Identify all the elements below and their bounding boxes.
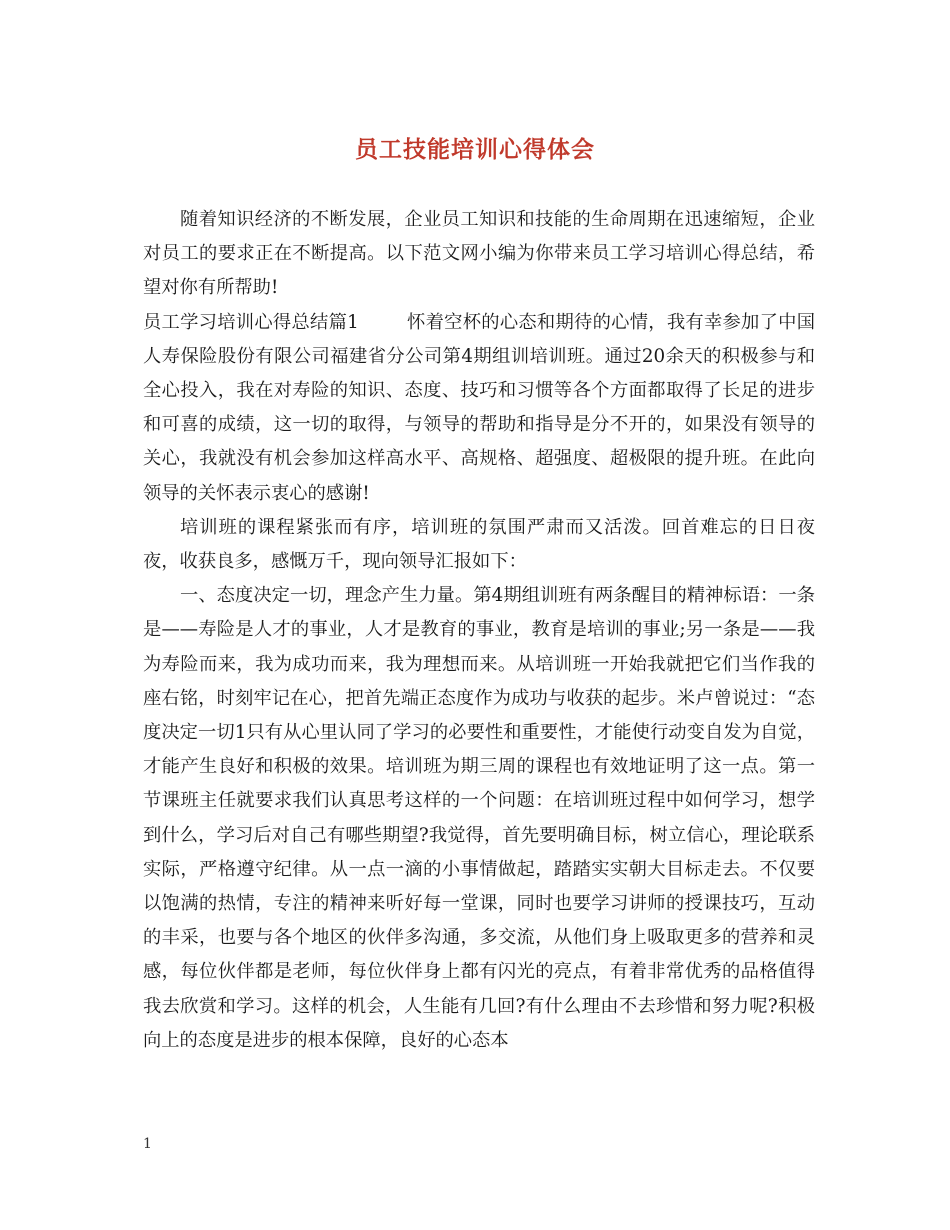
paragraph-3: 一、态度决定一切，理念产生力量。第4期组训班有两条醒目的精神标语：一条是——寿险是人才的事业，人才是教育的事业，教育是培训的事业;另一条是——我为寿险而来，我为成功而来，我为理想而来。从培训班一开始我就把它们当作我的座右铭，时刻牢记在心，把首先端正态度作为成功与收获的起步。米卢曾说过：“态度决定一切1只有从心里认同了学习的必要性和重要性，才能使行动变自发为自觉，才能产生良好和积极的效果。培训班为期三周的课程也有效地证明了这一点。第一节课班主任就要求我们认真思考这样的一个问题：在培训班过程中如何学习，想学到什么，学习后对自己有哪些期望?我觉得，首先要明确目标，树立信心，理论联系实际，严格遵守纪律。从一点一滴的小事情做起，踏踏实实朝大目标走去。不仅要以饱满的热情，专注的精神来听好每一堂课，同时也要学习讲师的授课技巧，互动的丰采，也要与各个地区的伙伴多沟通，多交流，从他们身上吸取更多的营养和灵感，每位伙伴都是老师，每位伙伴身上都有闪光的亮点，有着非常优秀的品格值得我去欣赏和学习。这样的机会，人生能有几回?有什么理由不去珍惜和努力呢?积极向上的态度是进步的根本保障，良好的心态本 <box>143 585 815 1051</box>
paragraph-2: 培训班的课程紧张而有序，培训班的氛围严肃而又活泼。回首难忘的日日夜夜，收获良多，感慨万千，现向领导汇报如下： <box>143 516 815 573</box>
page-number: 1 <box>143 1136 152 1152</box>
section-label: 员工学习培训心得总结篇1 <box>143 311 359 333</box>
document-body <box>143 203 815 1058</box>
intro-paragraph: 随着知识经济的不断发展，企业员工知识和技能的生命周期在迅速缩短，企业对员工的要求正在不断提高。以下范文网小编为你带来员工学习培训心得总结，希望对你有所帮助! <box>143 209 815 299</box>
document-title: 员工技能培训心得体会 <box>355 136 595 163</box>
section-body: 怀着空杯的心态和期待的心情，我有幸参加了中国人寿保险股份有限公司福建省分公司第4期组训培训班。通过20余天的积极参与和全心投入，我在对寿险的知识、态度、技巧和习惯等各个方面都取得了长足的进步和可喜的成绩，这一切的取得，与领导的帮助和指导是分不开的，如果没有领导的关心，我就没有机会参加这样高水平、高规格、超强度、超极限的提升班。在此向领导的关怀表示衷心的感谢! <box>143 311 816 504</box>
section-paragraph <box>143 306 815 511</box>
